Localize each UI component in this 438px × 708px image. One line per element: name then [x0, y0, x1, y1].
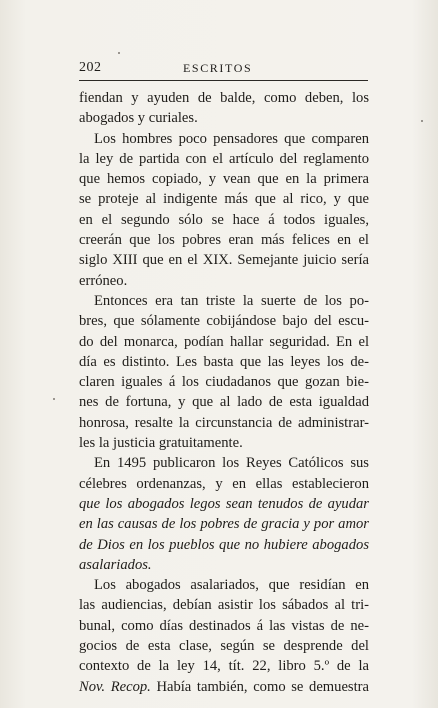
text-line: célebres ordenanzas, y en ellas establecieron: [79, 475, 369, 492]
text-line: En 1495 publicaron los Reyes Católicos sus: [94, 455, 369, 472]
page-header: [79, 60, 369, 78]
text-line: siglo XIII que en el XIX. Semejante juicio sería: [79, 252, 369, 269]
text-line: abogados y curiales.: [79, 110, 198, 127]
text-line-mixed: [79, 677, 369, 697]
text-line: en el segundo sólo se hace á todos iguales,: [79, 211, 369, 228]
text-line: creerán que los pobres eran más felices en el: [79, 232, 369, 249]
text-line-italic: asalariados.: [79, 556, 152, 573]
text-line: Los abogados asalariados, que residían en: [94, 577, 369, 594]
text-line: la ley de partida con el artículo del reglamento: [79, 150, 369, 167]
text-line: do del monarca, podían hallar seguridad. En el: [79, 333, 369, 350]
text-line-italic: de Dios en los pueblos que no hubiere abogados: [79, 536, 369, 553]
paper-speck: [53, 398, 55, 400]
header-rule: [79, 80, 368, 81]
text-line-italic: en las causas de los pobres de gracia y por amor: [79, 516, 369, 533]
text-line: les la justicia gratuitamente.: [79, 435, 243, 452]
roman-text: Había también, como se demuestra: [150, 678, 369, 695]
text-line: honrosa, resalte la circunstancia de administrar-: [79, 414, 369, 431]
text-line: fiendan y ayuden de balde, como deben, los: [79, 90, 369, 106]
text-line: bres, que sólamente cobijándose bajo del escu-: [79, 313, 369, 330]
text-line: gocios de esta clase, según se desprende del: [79, 638, 369, 655]
text-line: día es distinto. Les basta que las leyes los de-: [79, 353, 369, 370]
text-line: contexto de la ley 14, tít. 22, libro 5.º de la: [79, 658, 369, 675]
text-line-italic: que los abogados legos sean tenudos de ayudar: [79, 495, 369, 512]
text-line: Los hombres poco pensadores que comparen: [94, 130, 369, 147]
paper-speck: [118, 52, 120, 54]
text-line: nes de fortuna, y que al lado de esta igualdad: [79, 394, 369, 411]
running-head: ESCRITOS: [183, 61, 253, 75]
italic-abbreviation: Nov. Recop.: [79, 678, 151, 695]
text-line: erróneo.: [79, 272, 128, 289]
body-text: [79, 88, 369, 697]
text-line: que hemos copiado, y vean que en la primera: [79, 171, 369, 188]
page-number: 202: [79, 60, 102, 75]
text-line: claren iguales á los ciudadanos que gozan bie-: [79, 374, 369, 391]
text-line: bunal, como días destinados á las vistas de ne-: [79, 617, 369, 634]
text-line: se proteje al indigente más que al rico, y que: [79, 191, 369, 208]
paper-speck: [421, 120, 423, 122]
text-line: Entonces era tan triste la suerte de los po-: [94, 292, 369, 309]
text-line: las audiencias, debían asistir los sábados al tri-: [79, 597, 369, 614]
